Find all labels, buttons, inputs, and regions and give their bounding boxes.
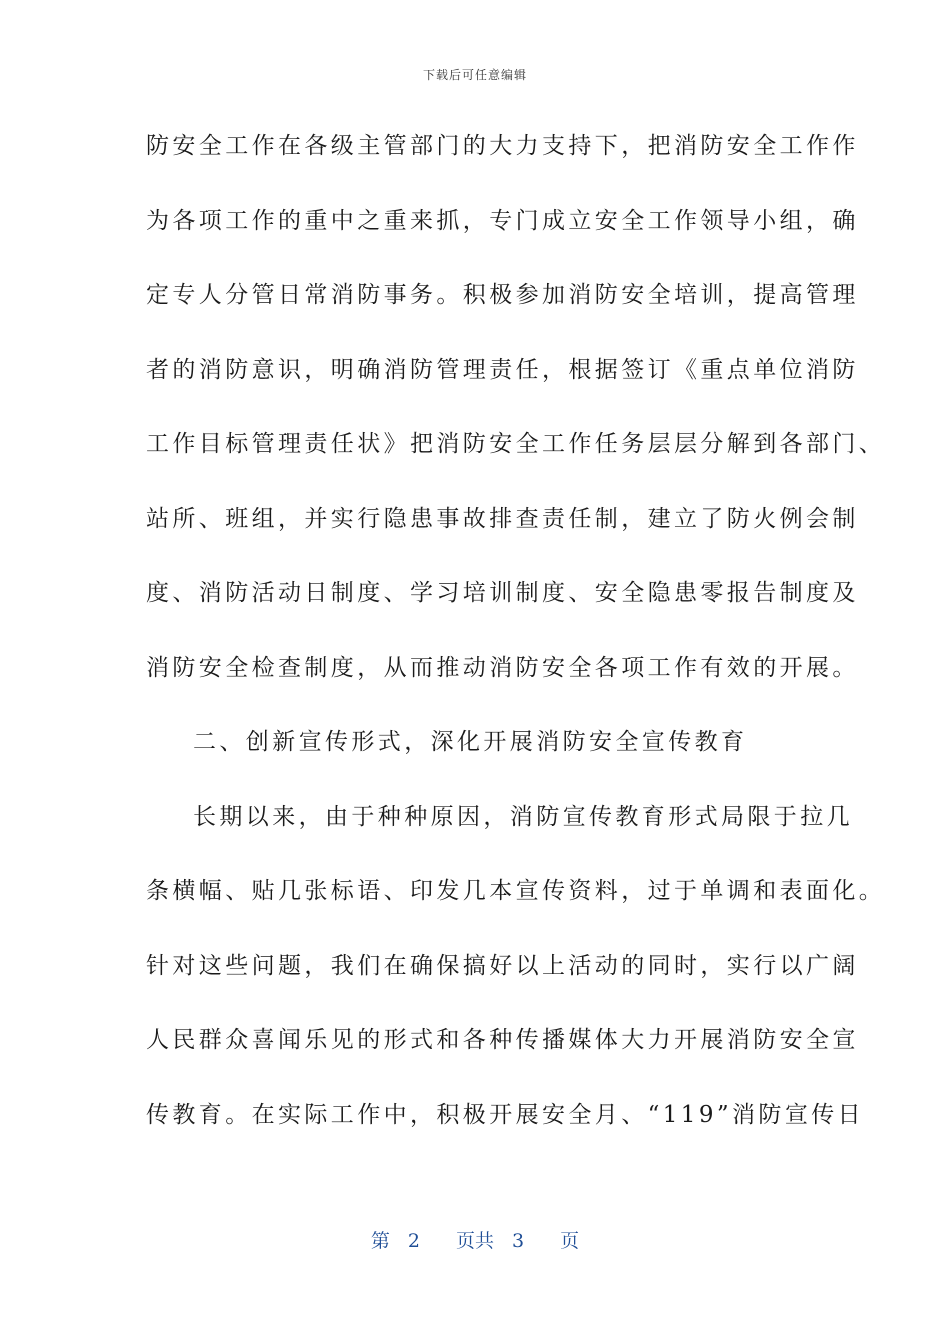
text-line: 者的消防意识，明确消防管理责任，根据签订《重点单位消防 bbox=[146, 356, 859, 383]
text-line: 传教育。在实际工作中，积极开展安全月、“119”消防宣传日 bbox=[146, 1101, 865, 1128]
text-line: 定专人分管日常消防事务。积极参加消防安全培训，提高管理 bbox=[146, 282, 859, 308]
text-line: 站所、班组，并实行隐患事故排查责任制，建立了防火例会制 bbox=[146, 505, 859, 532]
page-header: 下载后可任意编辑 bbox=[422, 68, 527, 82]
text-line: 工作目标管理责任状》把消防安全工作任务层层分解到各部门、 bbox=[146, 431, 886, 457]
text-line: 度、消防活动日制度、学习培训制度、安全隐患零报告制度及 bbox=[146, 580, 859, 606]
footer-suffix: 页 bbox=[560, 1230, 580, 1252]
footer-prefix: 第 bbox=[370, 1230, 390, 1252]
footer-current-page: 2 bbox=[407, 1230, 420, 1252]
text-line: 防安全工作在各级主管部门的大力支持下，把消防安全工作作 bbox=[146, 133, 859, 159]
document-body bbox=[146, 122, 886, 1165]
text-line: 消防安全检查制度，从而推动消防安全各项工作有效的开展。 bbox=[146, 654, 859, 681]
text-line: 为各项工作的重中之重来抓，专门成立安全工作领导小组，确 bbox=[146, 207, 859, 234]
text-line: 条横幅、贴几张标语、印发几本宣传资料，过于单调和表面化。 bbox=[146, 878, 886, 904]
footer-middle: 页共 bbox=[455, 1230, 494, 1252]
footer-total-pages: 3 bbox=[512, 1230, 525, 1252]
text-line: 长期以来，由于种种原因，消防宣传教育形式局限于拉几 bbox=[193, 803, 853, 830]
text-line: 针对这些问题，我们在确保搞好以上活动的同时，实行以广阔 bbox=[146, 952, 859, 979]
page-footer bbox=[0, 1226, 950, 1253]
text-line: 人民群众喜闻乐见的形式和各种传播媒体大力开展消防安全宣 bbox=[146, 1027, 859, 1053]
section-heading: 二、创新宣传形式，深化开展消防安全宣传教育 bbox=[193, 729, 748, 755]
